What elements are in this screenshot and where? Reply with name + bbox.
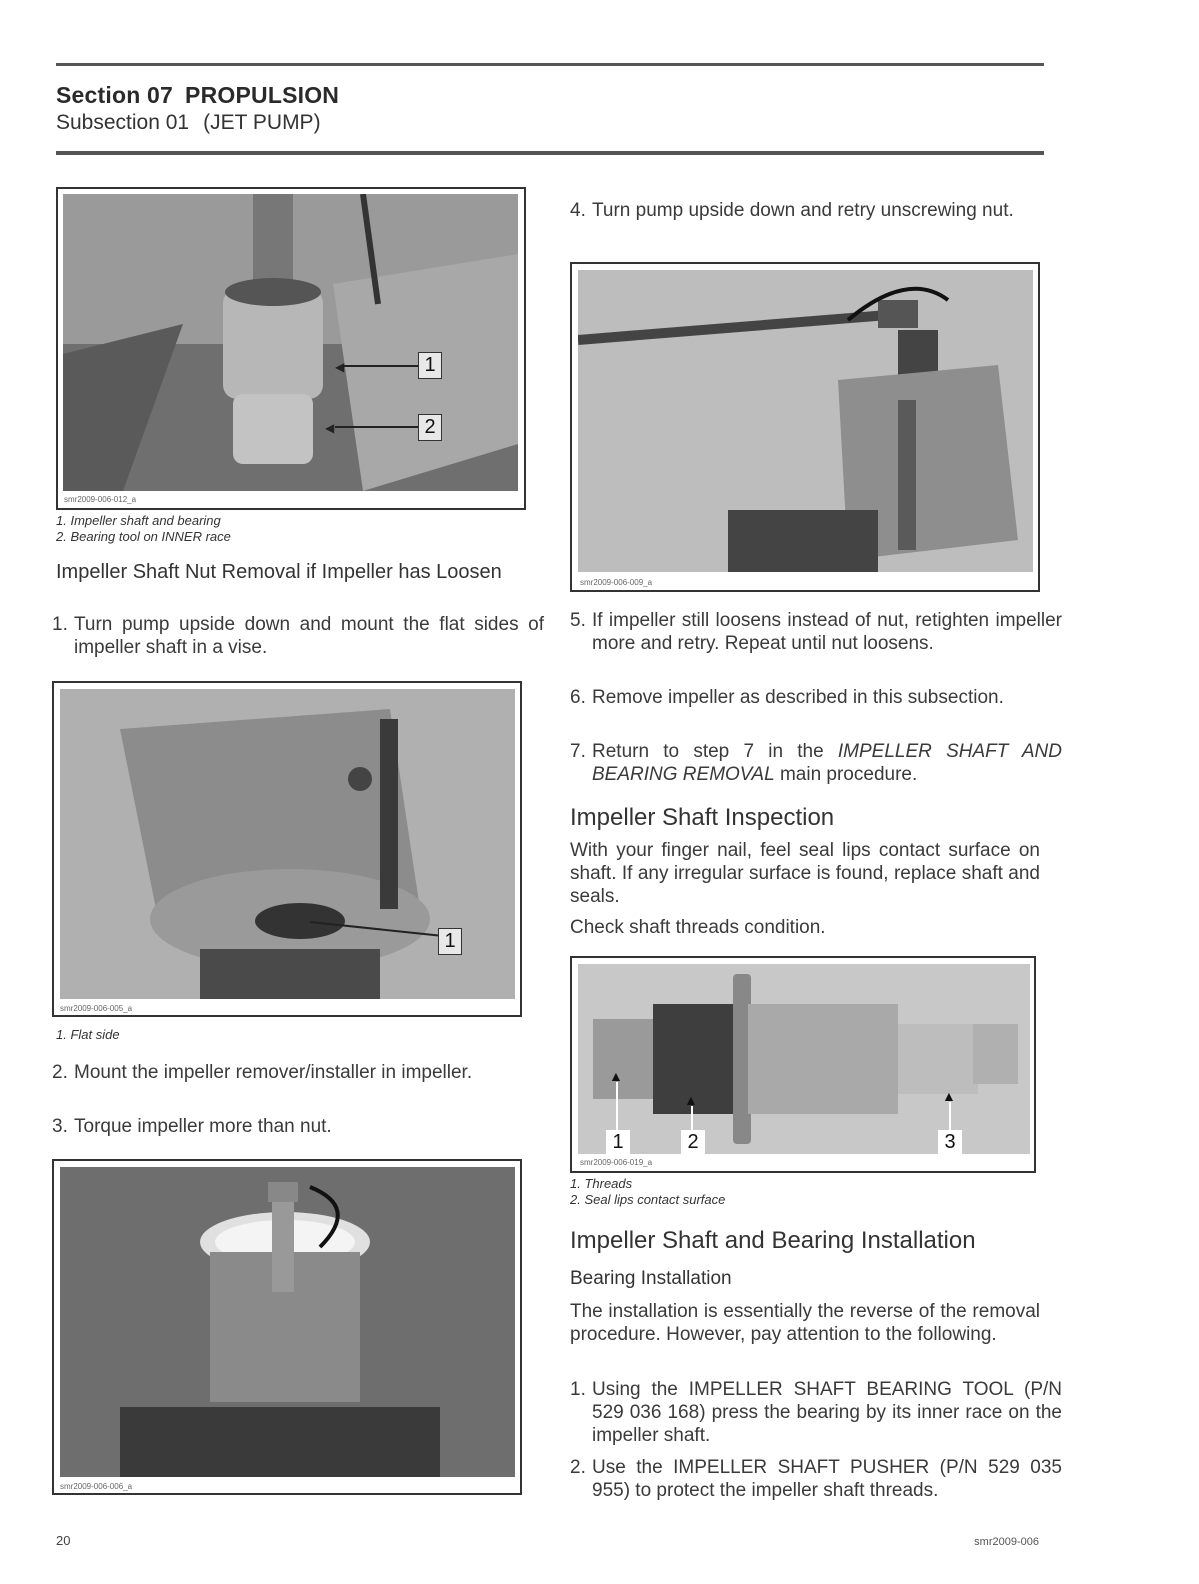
subheading-nut-removal: Impeller Shaft Nut Removal if Impeller has Loosen — [56, 561, 502, 583]
heading-shaft-inspection: Impeller Shaft Inspection — [570, 804, 835, 831]
step-5: 5. If impeller still loosens instead of nut, retighten impeller more and retry. Repeat until nut loosens. — [570, 610, 1062, 654]
step-1: 1. Turn pump upside down and mount the flat sides of impeller shaft in a vise. — [52, 614, 544, 658]
figure-id: smr2009-006-012_a — [64, 495, 137, 504]
figure-flat-side — [52, 681, 522, 1017]
callout-3: 3 — [938, 1130, 962, 1154]
install-step-1: 1. Using the IMPELLER SHAFT BEARING TOOL (P/N 529 036 168) press the bearing by its inner race on the impeller shaft. — [570, 1379, 1062, 1446]
figure-legend: 1. Flat side — [56, 1027, 120, 1042]
photo-pump-in-vise — [60, 689, 515, 999]
paragraph-threads: Check shaft threads condition. — [570, 917, 826, 938]
figure-shaft-threads — [570, 956, 1036, 1173]
photo-torque-impeller — [60, 1167, 515, 1477]
header-top-rule — [56, 63, 1044, 66]
callout-1: 1 — [438, 928, 462, 955]
figure-id: smr2009-006-009_a — [580, 578, 653, 587]
page-number: 20 — [56, 1533, 71, 1548]
figure-legend: 1. Impeller shaft and bearing 2. Bearing tool on INNER race — [56, 513, 231, 544]
step-4: 4. Turn pump upside down and retry unscrewing nut. — [570, 200, 1014, 221]
subsection-title: Subsection 01 (JET PUMP) — [56, 111, 321, 134]
header-bottom-rule — [56, 151, 1044, 155]
install-step-2: 2. Use the IMPELLER SHAFT PUSHER (P/N 529 035 955) to protect the impeller shaft threads. — [570, 1457, 1062, 1501]
figure-id: smr2009-006-019_a — [580, 1158, 653, 1167]
step-7: 7. Return to step 7 in the IMPELLER SHAFT AND BEARING REMOVAL main procedure. — [570, 741, 1062, 785]
figure-retry-unscrew — [570, 262, 1040, 592]
figure-legend: 1. Threads 2. Seal lips contact surface — [570, 1176, 726, 1207]
callout-2: 2 — [418, 414, 442, 441]
photo-bearing-tool: ◀ ◀ 1 2 — [63, 194, 518, 491]
figure-id: smr2009-006-006_a — [60, 1482, 133, 1491]
heading-shaft-bearing-installation: Impeller Shaft and Bearing Installation — [570, 1227, 976, 1254]
figure-id: smr2009-006-005_a — [60, 1004, 133, 1013]
section-title: Section 07 PROPULSION — [56, 82, 340, 108]
figure-bearing-tool — [56, 187, 526, 510]
callout-1: 1 — [606, 1130, 630, 1154]
photo-wrench-on-nut — [578, 270, 1033, 572]
callout-1: 1 — [418, 352, 442, 379]
paragraph-installation: The installation is essentially the reverse of the removal procedure. However, pay attention to the following. — [570, 1301, 1040, 1345]
subheading-bearing-installation: Bearing Installation — [570, 1268, 732, 1289]
paragraph-inspection: With your finger nail, feel seal lips contact surface on shaft. If any irregular surface is found, replace shaft and seals. — [570, 840, 1040, 907]
callout-2: 2 — [681, 1130, 705, 1154]
photo-impeller-shaft: ▲ ▲ ▲ 1 2 3 — [578, 964, 1030, 1154]
step-3: 3. Torque impeller more than nut. — [52, 1116, 332, 1137]
document-code: smr2009-006 — [974, 1536, 1039, 1548]
step-6: 6. Remove impeller as described in this subsection. — [570, 687, 1004, 708]
step-2: 2. Mount the impeller remover/installer in impeller. — [52, 1062, 473, 1083]
figure-torque-impeller — [52, 1159, 522, 1495]
